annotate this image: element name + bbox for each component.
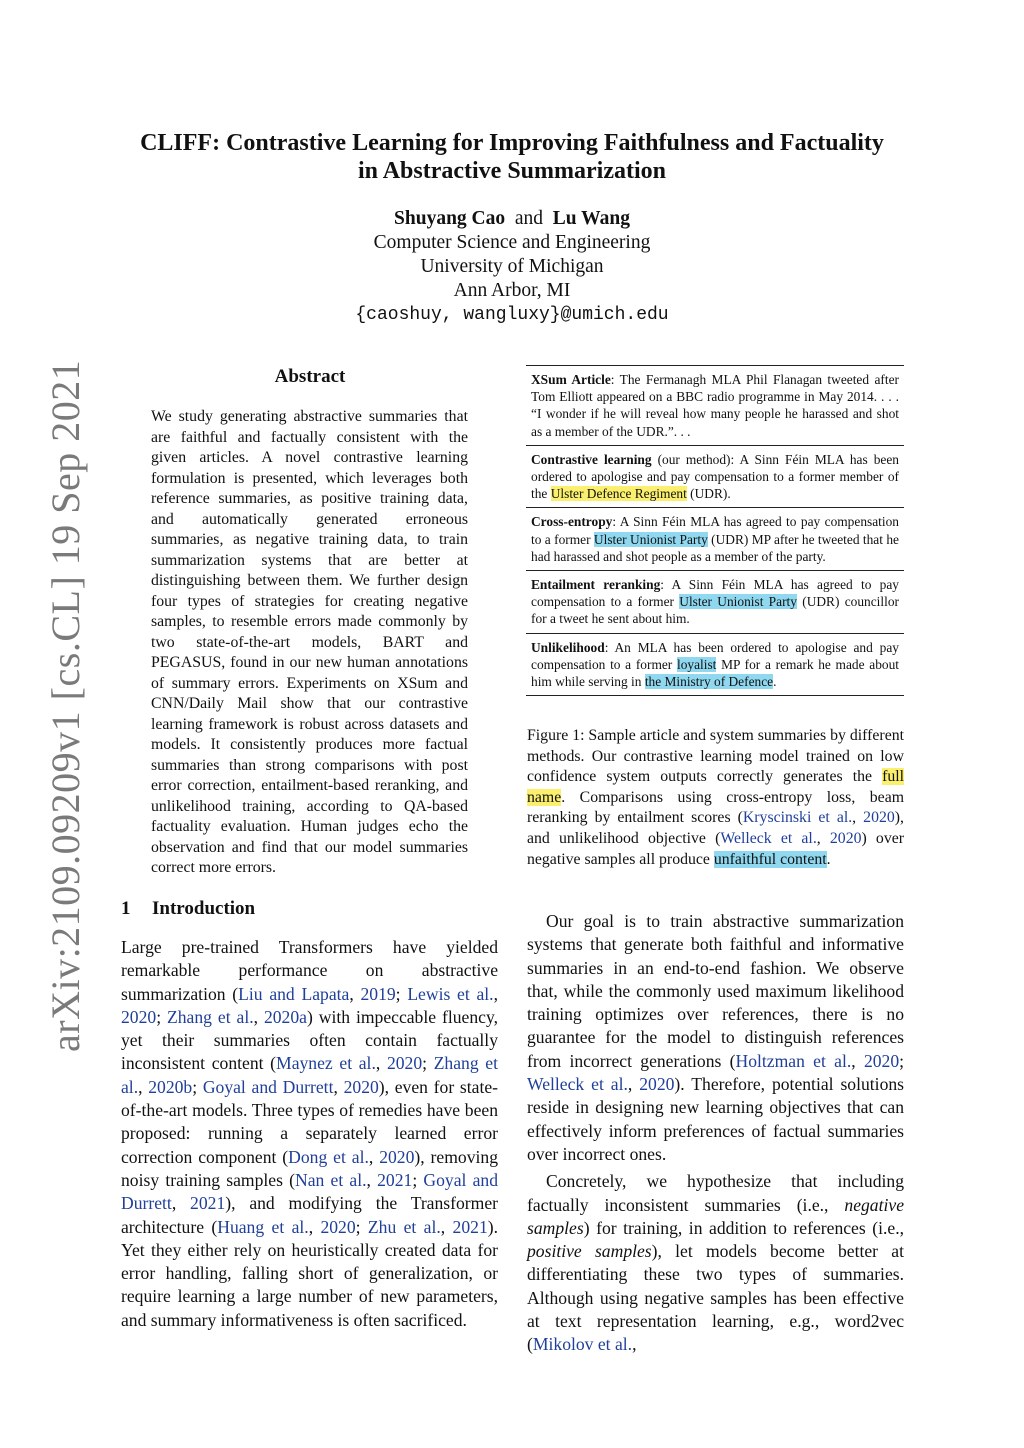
author-block [200, 207, 824, 327]
figure-row-text: : A Sinn Féin MLA has agreed to pay compensation to a former [531, 577, 899, 610]
caption-highlight-unfaithful: unfaithful content [713, 850, 827, 868]
figure-row-highlight: Ulster Unionist Party [593, 531, 708, 547]
citation-link[interactable]: 2020 [829, 829, 862, 847]
figure-row-highlight: loyalist [676, 656, 717, 672]
body-text: , [368, 1146, 380, 1167]
body-text: ; [412, 1169, 424, 1190]
citation-link[interactable]: Liu and Lapata [238, 983, 350, 1004]
citation-link[interactable]: Huang et al. [217, 1216, 309, 1237]
author-email: {caoshuy, wangluxy}@umich.edu [355, 305, 669, 325]
caption-text: ) over negative samples all produce [527, 829, 904, 868]
figure-row-text: : An MLA has been ordered to apologise and pay compensation to a former [531, 639, 899, 672]
affiliation-dept: Computer Science and Engineering [373, 232, 651, 253]
body-text: ), even for state-of-the-art models. Three types of remedies have been proposed: running a separately learned error correction component ( [121, 1076, 499, 1167]
figure-row-text: (our method): A Sinn Féin MLA has been ordered to apologise and pay compensation to a former member of the [531, 451, 899, 502]
figure-row-text: (UDR) councillor for a tweet he sent about him. [531, 594, 899, 627]
citation-link[interactable]: 2020 [863, 1050, 900, 1071]
title-line-1: CLIFF: Contrastive Learning for Improving Faithfulness and Factuality [140, 130, 884, 156]
author-2: Lu Wang [552, 208, 630, 229]
citation-link[interactable]: Goyal and Durrett [121, 1169, 499, 1214]
body-text: ), and modifying the Transformer architecture ( [121, 1193, 499, 1237]
caption-text: ), and unlikelihood objective ( [527, 809, 904, 847]
citation-link[interactable]: 2021 [452, 1216, 488, 1237]
body-text: ), let models become better at differentiating these two types of summaries. Although using negative samples has been effective at text representation learning, e.g., word2vec ( [527, 1241, 904, 1355]
citation-link[interactable]: Lewis et al. [407, 983, 494, 1004]
figure-row-highlight: the Ministry of Defence [644, 674, 774, 690]
figure-row-label: Unlikelihood [531, 639, 605, 655]
citation-link[interactable]: Nan et al. [295, 1169, 367, 1190]
figure-1-table [526, 365, 904, 696]
intro-paragraph-1 [121, 936, 498, 1332]
figure-row [526, 366, 904, 445]
body-text: , [493, 983, 498, 1004]
citation-link[interactable]: Zhu et al. [367, 1216, 441, 1237]
figure-row-text: : The Fermanagh MLA Phil Flanagan tweeted after Tom Elliott appeared on a BBC radio programme in May 2014. . . . “I wonder if he will reveal how many people he harassed and shot as a member of the UDR.”. . . [531, 372, 899, 439]
body-text: , [440, 1216, 453, 1237]
emphasis-text: negative samples [527, 1194, 904, 1238]
figure-row-highlight: Ulster Unionist Party [679, 594, 797, 610]
caption-text: , [816, 829, 830, 847]
affiliation-location: Ann Arbor, MI [453, 280, 571, 301]
title-line-2: in Abstractive Summarization [358, 158, 666, 184]
citation-link[interactable]: Zhang et al. [121, 1053, 499, 1097]
citation-link[interactable]: Holtzman et al. [735, 1050, 852, 1071]
citation-link[interactable]: Goyal and Durrett [202, 1076, 334, 1097]
body-text: ; [355, 1216, 368, 1237]
figure-1-caption [527, 726, 904, 870]
author-and: and [514, 208, 544, 229]
figure-row-text: (UDR). [686, 486, 731, 502]
body-text: , [366, 1169, 378, 1190]
figure-row-text: MP for a remark he made about him while serving in [531, 656, 900, 690]
citation-link[interactable]: Maynez et al. [276, 1053, 376, 1074]
body-text: ) with impeccable fluency, yet their summaries often contain factually inconsistent content ( [121, 1006, 498, 1074]
body-text: , [627, 1074, 640, 1095]
body-text: ) for training, in addition to references (i.e., [583, 1217, 904, 1238]
intro-paragraph-2 [527, 910, 904, 1166]
figure-row-text: : A Sinn Féin MLA has agreed to pay compensation to a former [531, 514, 899, 547]
citation-link[interactable]: 2020a [263, 1006, 307, 1027]
body-text: ; [192, 1076, 203, 1097]
body-text: ; [156, 1006, 168, 1027]
caption-text: , [852, 809, 864, 827]
figure-row-label: Contrastive learning [531, 451, 652, 467]
citation-link[interactable]: 2020b [148, 1076, 193, 1097]
body-text: , [375, 1053, 387, 1074]
emphasis-text: positive samples [527, 1241, 652, 1262]
citation-link[interactable]: Welleck et al. [720, 829, 817, 847]
caption-text: Figure 1: Sample article and system summaries by different methods. Our contrastive learning model trained on low confidence system outputs correctly generates the [527, 727, 904, 786]
right-column-body [527, 910, 904, 1357]
citation-link[interactable]: 2020 [343, 1076, 379, 1097]
citation-link[interactable]: 2020 [639, 1074, 675, 1095]
body-text: , [851, 1050, 864, 1071]
paper-title [90, 129, 934, 185]
citation-link[interactable]: Welleck et al. [527, 1074, 628, 1095]
body-text: , [138, 1076, 149, 1097]
arxiv-stamp: arXiv:2109.09209v1 [cs.CL] 19 Sep 2021 [43, 359, 88, 1052]
citation-link[interactable]: 2021 [190, 1193, 226, 1214]
body-text: , [308, 1216, 321, 1237]
figure-row [526, 633, 904, 696]
body-text: ; [422, 1053, 434, 1074]
body-text: , [333, 1076, 344, 1097]
author-names [200, 207, 824, 231]
figure-row-label: Entailment reranking [531, 577, 661, 593]
figure-row [526, 570, 904, 633]
body-text: ). Therefore, potential solutions reside in designing new learning objectives that can effectively inform preferences of factual summaries over incorrect ones. [527, 1074, 905, 1164]
intro-paragraph-3 [527, 1170, 904, 1356]
citation-link[interactable]: 2020 [863, 809, 895, 827]
section-heading-introduction [121, 898, 255, 920]
figure-row-text: . [773, 674, 777, 690]
citation-link[interactable]: Kryscinski et al. [742, 809, 853, 827]
author-1: Shuyang Cao [394, 208, 506, 229]
figure-row-highlight: Ulster Defence Regiment [550, 486, 687, 502]
body-text: ), removing noisy training samples ( [121, 1146, 498, 1190]
body-text: , [349, 983, 361, 1004]
figure-row [526, 445, 904, 508]
citation-link[interactable]: Zhang et al. [167, 1006, 254, 1027]
body-text: , [632, 1334, 637, 1355]
citation-link[interactable]: 2020 [386, 1053, 423, 1074]
abstract-heading: Abstract [274, 366, 346, 387]
citation-link[interactable]: 2021 [377, 1169, 413, 1190]
figure-row-label: Cross-entropy [531, 514, 613, 530]
body-text: , [171, 1193, 191, 1214]
body-text: Large pre-trained Transformers have yielded remarkable performance on abstractive summarization ( [121, 937, 498, 1004]
citation-link[interactable]: Dong et al. [288, 1146, 369, 1167]
figure-row [526, 507, 904, 570]
caption-text: . Comparisons using cross-entropy loss, beam reranking by entailment scores ( [527, 788, 904, 827]
left-column-body [121, 936, 498, 1332]
citation-link[interactable]: 2020 [379, 1146, 415, 1167]
section-number: 1 [121, 898, 131, 919]
body-text: , [253, 1006, 264, 1027]
caption-text: . [826, 850, 831, 868]
affiliation-university: University of Michigan [420, 256, 604, 277]
citation-link[interactable]: 2019 [360, 983, 396, 1004]
citation-link[interactable]: 2020 [320, 1216, 356, 1237]
caption-highlight-full-name: full name [527, 768, 904, 806]
body-text: ; [395, 983, 408, 1004]
figure-row-label: XSum Article [531, 372, 611, 387]
body-text: ). Yet they either rely on heuristically created data for error handling, falling short of generalization, or require learning a large number of new parameters, and summary informativeness is often sacrificed. [121, 1216, 498, 1330]
citation-link[interactable]: Mikolov et al. [532, 1334, 633, 1355]
body-text: ; [899, 1050, 905, 1071]
figure-row-text: (UDR) MP after he tweeted that he had harassed and shot people as a member of the party. [531, 531, 899, 564]
abstract-text: We study generating abstractive summaries that are faithful and factually consistent with the given articles. A novel contrastive learning formulation is presented, which leverages both reference summaries, as positive training data, and automatically generated erroneous summaries, as negative training data, to train summarization systems that are better at distinguishing between them. We further design four types of strategies for creating negative samples, to resemble errors made commonly by two state-of-the-art models, BART and PEGASUS, found in our new human annotations of summary errors. Experiments on XSum and CNN/Daily Mail show that our contrastive learning framework is robust across datasets and models. It consistently produces more factual summaries than strong comparisons with post error correction, entailment-based reranking, and unlikelihood training, according to QA-based factuality evaluation. Human judges echo the observation and find that our model summaries correct more errors. [151, 408, 468, 876]
citation-link[interactable]: 2020 [121, 1006, 157, 1027]
body-text: Concretely, we hypothesize that including factually inconsistent summaries (i.e., [527, 1171, 904, 1215]
section-title: Introduction [152, 898, 256, 919]
body-text: Our goal is to train abstractive summarization systems that generate both faithful and informative summaries in an end-to-end fashion. We observe that, while the commonly used maximum likelihood training optimizes over references, there is no guarantee for the model to distinguish references from incorrect generations ( [527, 911, 904, 1071]
